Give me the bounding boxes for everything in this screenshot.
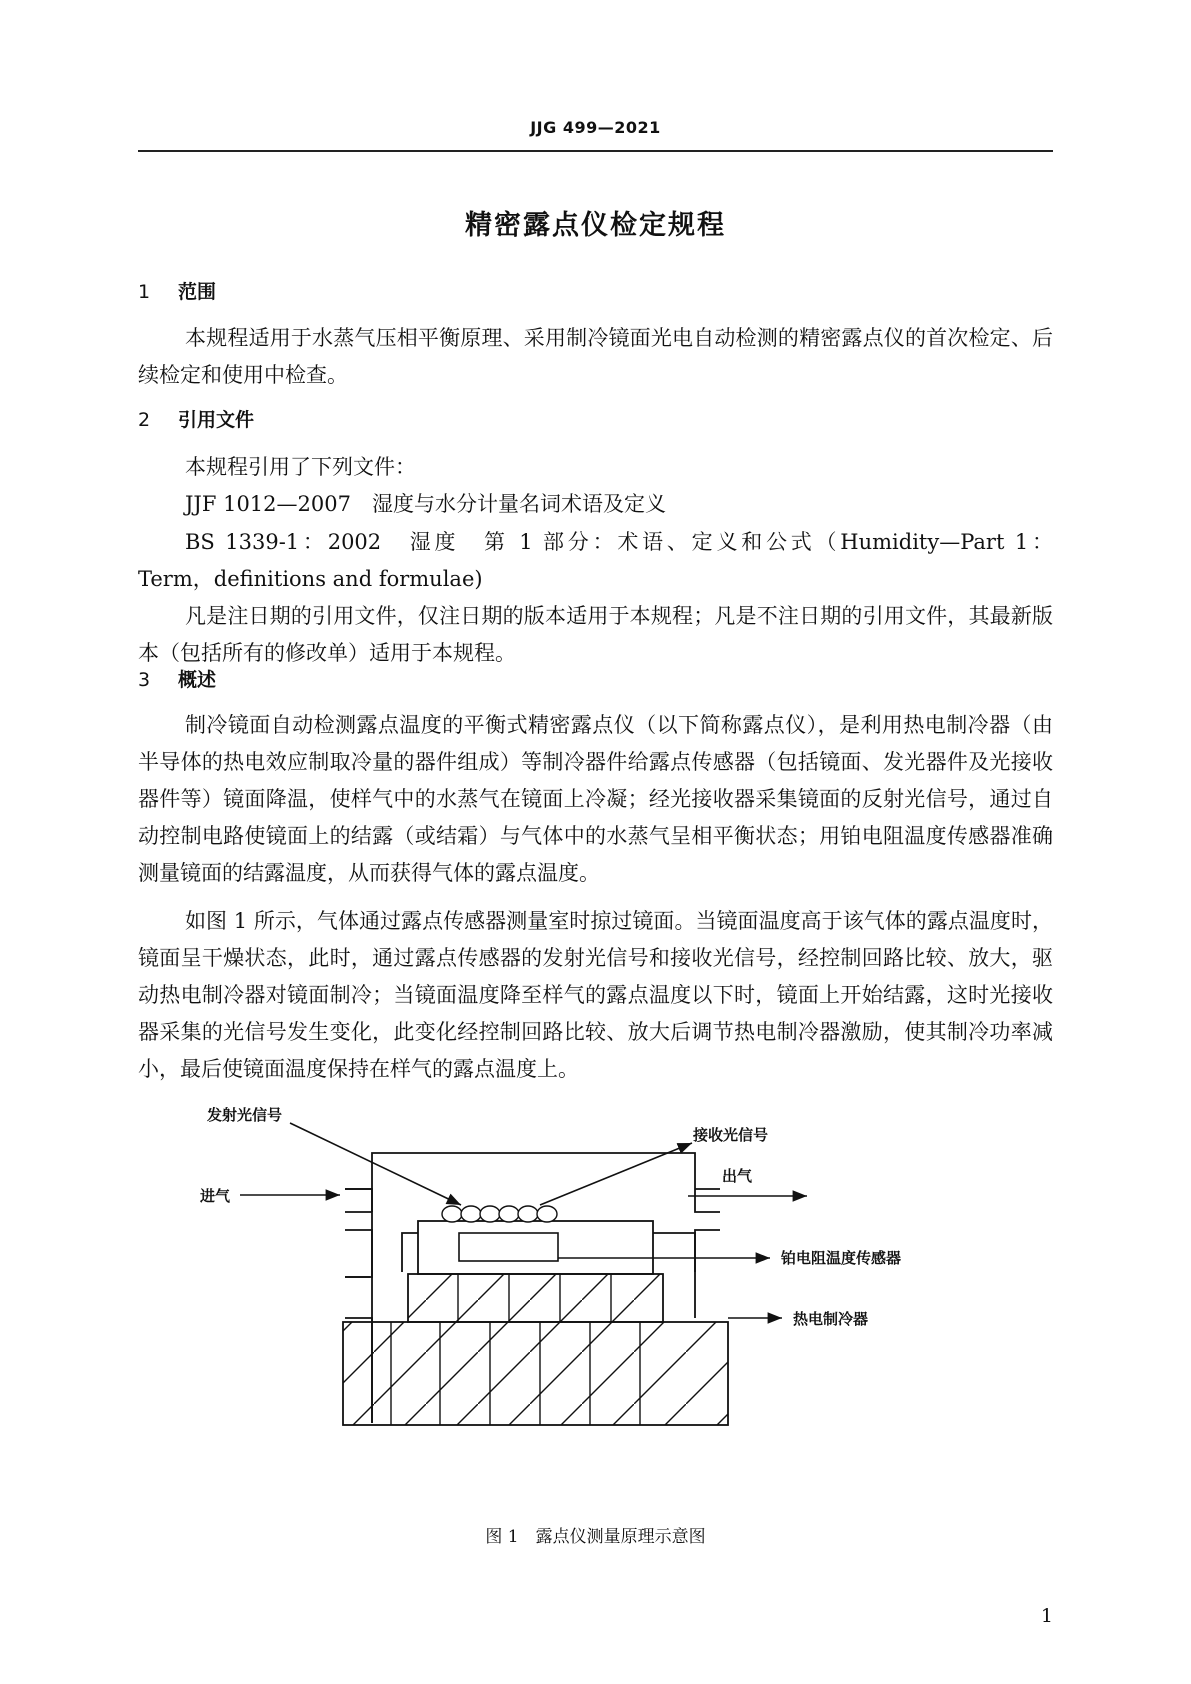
platinum-sensor-element	[459, 1233, 558, 1261]
paragraph: 本规程适用于水蒸气压相平衡原理、采用制冷镜面光电自动检测的精密露点仪的首次检定、后续检定和使用中检查。	[138, 326, 1053, 387]
receive-signal-label: 接收光信号	[693, 1126, 769, 1144]
section-number: 1	[138, 281, 151, 303]
emit-signal-label: 发射光信号	[207, 1106, 283, 1124]
emit-signal-arrow	[290, 1123, 461, 1205]
paragraph: 本规程引用了下列文件：	[185, 455, 416, 479]
document-title: 精密露点仪检定规程	[465, 210, 726, 241]
page-number: 1	[1040, 1605, 1053, 1627]
figure-caption: 图 1 露点仪测量原理示意图	[485, 1527, 706, 1547]
thermoelectric-cooler-stage-2	[408, 1274, 663, 1322]
outlet-label: 出气	[722, 1167, 753, 1185]
paragraph: 制冷镜面自动检测露点温度的平衡式精密露点仪（以下简称露点仪），是利用热电制冷器（由半导体的热电效应制取冷量的器件组成）等制冷器件给露点传感器（包括镜面、发光器件及光接收器件等）镜面降温，使样气中的水蒸气在镜面上冷凝；经光接收器采集镜面的反射光信号，通过自动控制电路使镜面上的结露（或结霜）与气体中的水蒸气呈相平衡状态；用铂电阻温度传感器准确测量镜面的结露温度，从而获得气体的露点温度。	[138, 713, 1053, 885]
reference-item: JJF 1012—2007 湿度与水分计量名词术语及定义	[185, 492, 666, 516]
pt-sensor-label: 铂电阻温度传感器	[781, 1249, 902, 1267]
section-title: 范围	[178, 281, 217, 303]
thermoelectric-cooler-stage-1	[343, 1322, 728, 1425]
reference-item-continued: Term，definitions and formulae)	[138, 567, 483, 591]
running-header: JJG 499—2021	[530, 118, 661, 137]
paragraph: 凡是注日期的引用文件，仅注日期的版本适用于本规程；凡是不注日期的引用文件，其最新版本（包括所有的修改单）适用于本规程。	[138, 604, 1053, 665]
reference-item: BS 1339-1：2002 湿度 第 1 部分：术语、定义和公式（Humidity—Part 1：	[185, 530, 1053, 554]
section-title: 概述	[178, 669, 217, 691]
section-title: 引用文件	[178, 409, 255, 431]
inlet-label: 进气	[200, 1187, 231, 1205]
tec-label: 热电制冷器	[793, 1310, 869, 1328]
dew-droplets	[442, 1206, 557, 1222]
section-number: 3	[138, 669, 151, 691]
section-number: 2	[138, 409, 151, 431]
paragraph: 如图 1 所示，气体通过露点传感器测量室时掠过镜面。当镜面温度高于该气体的露点温度时，镜面呈干燥状态，此时，通过露点传感器的发射光信号和接收光信号，经控制回路比较、放大，驱动热电制冷器对镜面制冷；当镜面温度降至样气的露点温度以下时，镜面上开始结露，这时光接收器采集的光信号发生变化，此变化经控制回路比较、放大后调节热电制冷器激励，使其制冷功率减小，最后使镜面温度保持在样气的露点温度上。	[138, 909, 1053, 1081]
